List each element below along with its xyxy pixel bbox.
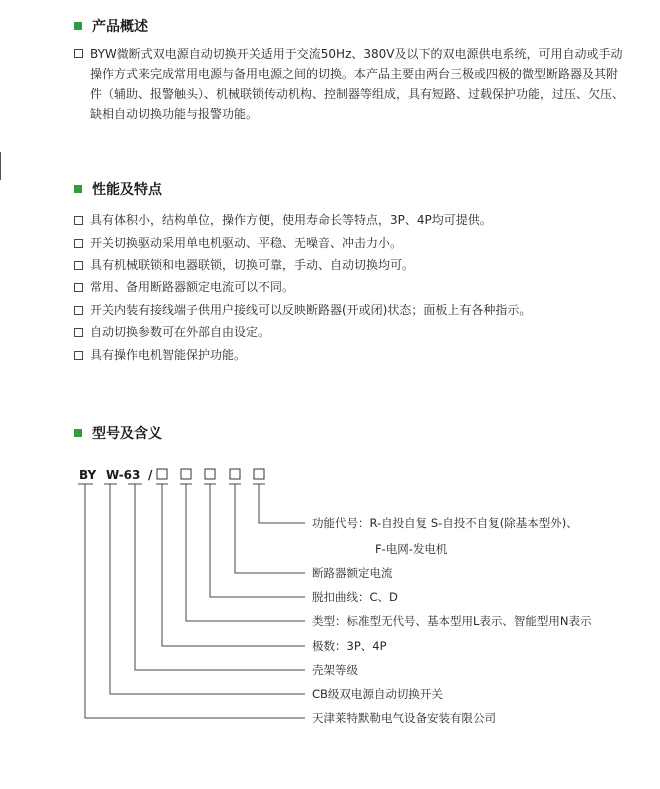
- label-cb-switch: CB级双电源自动切换开关: [312, 687, 443, 701]
- code-w63: W-63: [106, 468, 141, 482]
- label-poles: 极数：3P、4P: [312, 639, 387, 653]
- feature-text: 开关内装有接线端子供用户接线可以反映断路器(开或闭)状态；面板上有各种指示。: [90, 303, 532, 317]
- feature-text: 具有机械联锁和电器联锁，切换可靠，手动、自动切换均可。: [90, 258, 415, 272]
- feature-text: 开关切换驱动采用单电机驱动、平稳、无噪音、冲击力小。: [90, 236, 403, 250]
- leader-type: [186, 484, 305, 621]
- overview-text: BYW微断式双电源自动切换开关适用于交流50Hz、380V及以下的双电源供电系统，可用自动或手动操作方式来完成常用电源与备用电源之间的切换。本产品主要由两台三极或四极的微型断路器及其附件（辅助、报警触头）、机械联锁传动机构、控制器等组成，具有短路、过载保护功能，过压、欠压、缺相自动切换功能与报警功能。: [90, 47, 625, 121]
- code-box-type: [181, 469, 191, 479]
- feature-text: 常用、备用断路器额定电流可以不同。: [90, 280, 295, 294]
- leader-cb: [110, 484, 305, 694]
- code-box-curve: [205, 469, 215, 479]
- feature-text: 自动切换参数可在外部自由设定。: [90, 325, 271, 339]
- features-title: 性能及特点: [92, 182, 162, 198]
- leader-company: [85, 484, 305, 718]
- feature-text: 具有体积小，结构单位，操作方便，使用寿命长等特点，3P、4P均可提供。: [90, 213, 492, 227]
- model-title: 型号及含义: [92, 426, 162, 442]
- leader-poles: [162, 484, 305, 646]
- code-slash: /: [148, 468, 153, 482]
- code-by: BY: [79, 468, 97, 482]
- overview-title: 产品概述: [92, 19, 148, 35]
- code-box-function: [254, 469, 264, 479]
- label-trip-curve: 脱扣曲线：C、D: [312, 590, 398, 604]
- leader-current: [235, 484, 305, 573]
- label-company: 天津莱特默勒电气设备安装有限公司: [312, 711, 496, 725]
- label-type: 类型：标准型无代号、基本型用L表示、智能型用N表示: [312, 614, 592, 628]
- leader-frame: [135, 484, 305, 670]
- feature-text: 具有操作电机智能保护功能。: [90, 348, 247, 362]
- code-box-poles: [157, 469, 167, 479]
- label-frame: 壳架等级: [312, 663, 358, 677]
- leader-curve: [210, 484, 305, 597]
- label-rated-current: 断路器额定电流: [312, 566, 393, 580]
- leader-function: [259, 484, 305, 523]
- label-function-code: 功能代号：R-自投自复 S-自投不自复(除基本型外)、: [312, 516, 578, 530]
- code-box-current: [230, 469, 240, 479]
- label-function-f: F-电网-发电机: [375, 542, 448, 556]
